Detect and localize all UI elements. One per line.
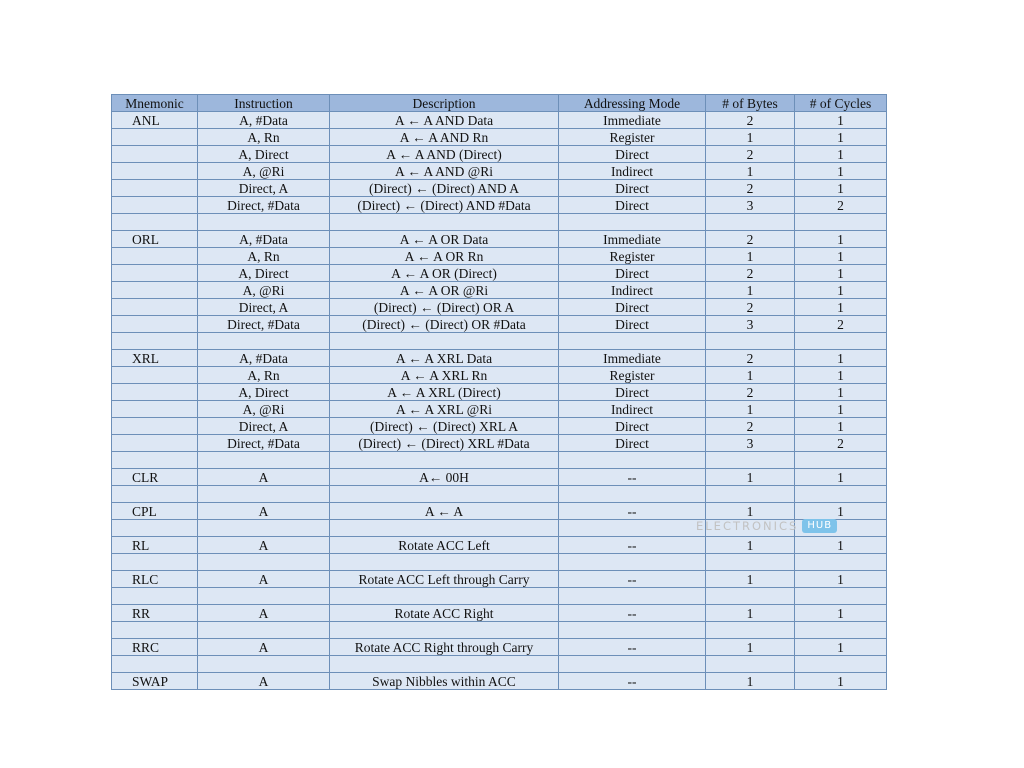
cell-description: A ← A AND Rn [330,129,559,146]
cell-bytes [706,333,795,350]
cell-instruction: A, Direct [198,384,330,401]
cell-bytes: 2 [706,265,795,282]
cell-cycles: 1 [795,401,887,418]
cell-mnemonic [112,299,198,316]
cell-description: (Direct) ← (Direct) OR #Data [330,316,559,333]
table-row [112,588,887,605]
cell-addressing-mode: Direct [559,265,706,282]
cell-addressing-mode: Direct [559,299,706,316]
cell-description: Swap Nibbles within ACC [330,673,559,690]
cell-description [330,486,559,503]
cell-cycles: 1 [795,639,887,656]
cell-addressing-mode: -- [559,605,706,622]
cell-cycles: 1 [795,571,887,588]
table-row [112,163,887,180]
cell-mnemonic [112,214,198,231]
cell-cycles [795,520,887,537]
cell-bytes [706,554,795,571]
cell-mnemonic [112,401,198,418]
cell-bytes: 3 [706,197,795,214]
cell-cycles: 1 [795,282,887,299]
cell-addressing-mode: Immediate [559,350,706,367]
cell-instruction: A, #Data [198,112,330,129]
cell-description: A ← A OR (Direct) [330,265,559,282]
cell-mnemonic [112,486,198,503]
cell-instruction: A, #Data [198,231,330,248]
cell-mnemonic [112,180,198,197]
cell-mnemonic [112,656,198,673]
cell-instruction: A [198,503,330,520]
cell-bytes: 2 [706,146,795,163]
cell-mnemonic: CPL [112,503,198,520]
table-row [112,656,887,673]
cell-addressing-mode: -- [559,639,706,656]
cell-instruction: A, @Ri [198,401,330,418]
cell-bytes: 2 [706,231,795,248]
cell-cycles: 2 [795,435,887,452]
cell-instruction [198,622,330,639]
cell-mnemonic [112,163,198,180]
cell-instruction [198,554,330,571]
cell-bytes: 1 [706,163,795,180]
cell-instruction: Direct, A [198,180,330,197]
table-row [112,605,887,622]
cell-bytes: 2 [706,180,795,197]
cell-addressing-mode: Immediate [559,112,706,129]
watermark-text: ELECTRONICS [696,519,799,533]
cell-description [330,520,559,537]
cell-mnemonic [112,129,198,146]
cell-bytes: 1 [706,401,795,418]
cell-mnemonic [112,418,198,435]
cell-cycles: 1 [795,605,887,622]
cell-bytes: 1 [706,129,795,146]
cell-addressing-mode: Direct [559,146,706,163]
cell-instruction [198,333,330,350]
instruction-table [111,94,887,690]
table-row [112,265,887,282]
cell-addressing-mode [559,333,706,350]
cell-mnemonic: RR [112,605,198,622]
table-row [112,197,887,214]
cell-addressing-mode: Register [559,129,706,146]
cell-cycles: 1 [795,367,887,384]
cell-bytes: 1 [706,469,795,486]
cell-description: (Direct) ← (Direct) AND A [330,180,559,197]
header-cycles: # of Cycles [795,95,887,112]
cell-addressing-mode: -- [559,537,706,554]
cell-addressing-mode: Direct [559,180,706,197]
cell-cycles [795,214,887,231]
cell-cycles [795,588,887,605]
cell-bytes: 1 [706,248,795,265]
cell-bytes: 1 [706,639,795,656]
table-row [112,418,887,435]
cell-mnemonic [112,333,198,350]
cell-description: Rotate ACC Right through Carry [330,639,559,656]
table-row [112,554,887,571]
header-addressing-mode: Addressing Mode [559,95,706,112]
cell-cycles: 1 [795,350,887,367]
table-row [112,146,887,163]
cell-cycles: 1 [795,503,887,520]
cell-mnemonic [112,520,198,537]
table-row [112,673,887,690]
table-header [112,95,887,112]
cell-bytes: 3 [706,435,795,452]
cell-cycles: 1 [795,673,887,690]
cell-description: A ← A OR Rn [330,248,559,265]
cell-description: A ← A XRL (Direct) [330,384,559,401]
cell-bytes [706,520,795,537]
cell-addressing-mode: -- [559,673,706,690]
header-row [112,95,887,112]
cell-addressing-mode: Direct [559,418,706,435]
cell-instruction: A [198,571,330,588]
table-row [112,469,887,486]
cell-cycles [795,452,887,469]
cell-addressing-mode [559,214,706,231]
cell-addressing-mode [559,622,706,639]
table-row [112,333,887,350]
cell-mnemonic: SWAP [112,673,198,690]
table-row [112,486,887,503]
table-body [112,112,887,690]
cell-mnemonic: XRL [112,350,198,367]
cell-description [330,554,559,571]
cell-description: A ← A OR @Ri [330,282,559,299]
table-row [112,112,887,129]
cell-mnemonic [112,197,198,214]
cell-instruction [198,520,330,537]
cell-instruction: Direct, A [198,418,330,435]
cell-description: A ← A [330,503,559,520]
cell-instruction: Direct, #Data [198,316,330,333]
cell-description [330,656,559,673]
cell-cycles [795,554,887,571]
cell-mnemonic: ANL [112,112,198,129]
cell-mnemonic: RRC [112,639,198,656]
cell-bytes [706,622,795,639]
cell-description: (Direct) ← (Direct) XRL #Data [330,435,559,452]
cell-description [330,588,559,605]
header-bytes: # of Bytes [706,95,795,112]
cell-bytes: 3 [706,316,795,333]
table-row [112,520,887,537]
cell-description [330,333,559,350]
cell-instruction: A [198,639,330,656]
table-row [112,129,887,146]
cell-instruction: A, Direct [198,146,330,163]
cell-instruction: Direct, #Data [198,435,330,452]
cell-instruction: A, Rn [198,248,330,265]
cell-instruction [198,588,330,605]
cell-cycles: 1 [795,384,887,401]
cell-bytes [706,588,795,605]
cell-cycles: 1 [795,418,887,435]
cell-addressing-mode [559,486,706,503]
cell-bytes: 2 [706,418,795,435]
cell-cycles: 1 [795,537,887,554]
cell-mnemonic [112,384,198,401]
cell-addressing-mode [559,588,706,605]
cell-cycles [795,333,887,350]
header-instruction: Instruction [198,95,330,112]
cell-instruction: A [198,605,330,622]
cell-mnemonic: RLC [112,571,198,588]
table-row [112,180,887,197]
table-row [112,350,887,367]
cell-addressing-mode: Indirect [559,401,706,418]
cell-addressing-mode: Indirect [559,163,706,180]
cell-bytes: 1 [706,503,795,520]
cell-description: Rotate ACC Left [330,537,559,554]
table-row [112,384,887,401]
cell-bytes [706,486,795,503]
cell-mnemonic [112,282,198,299]
cell-mnemonic: ORL [112,231,198,248]
cell-bytes [706,214,795,231]
cell-addressing-mode: Register [559,367,706,384]
table-row [112,435,887,452]
cell-addressing-mode [559,520,706,537]
table-row [112,316,887,333]
cell-cycles: 1 [795,163,887,180]
cell-cycles: 2 [795,197,887,214]
cell-addressing-mode: Register [559,248,706,265]
table-row [112,503,887,520]
cell-description: A ← A AND Data [330,112,559,129]
table-row [112,622,887,639]
cell-description: A← 00H [330,469,559,486]
cell-mnemonic [112,316,198,333]
cell-cycles: 1 [795,469,887,486]
cell-instruction: A, Rn [198,367,330,384]
cell-instruction [198,452,330,469]
cell-instruction: A [198,537,330,554]
cell-cycles: 1 [795,129,887,146]
cell-instruction: Direct, #Data [198,197,330,214]
cell-cycles: 1 [795,180,887,197]
cell-bytes: 2 [706,112,795,129]
cell-instruction: A, #Data [198,350,330,367]
cell-instruction: A [198,469,330,486]
cell-description: A ← A AND @Ri [330,163,559,180]
cell-cycles: 1 [795,299,887,316]
watermark-badge: HUB [802,519,837,533]
cell-mnemonic [112,248,198,265]
cell-bytes: 1 [706,605,795,622]
cell-instruction [198,656,330,673]
cell-bytes: 1 [706,282,795,299]
cell-addressing-mode: Direct [559,384,706,401]
cell-description: A ← A AND (Direct) [330,146,559,163]
cell-addressing-mode: -- [559,469,706,486]
cell-cycles: 1 [795,146,887,163]
cell-description [330,452,559,469]
cell-bytes: 1 [706,367,795,384]
table-row [112,571,887,588]
cell-mnemonic [112,367,198,384]
cell-description [330,622,559,639]
cell-description: A ← A OR Data [330,231,559,248]
cell-instruction: A, Direct [198,265,330,282]
table-row [112,231,887,248]
table-row [112,248,887,265]
cell-cycles: 1 [795,265,887,282]
cell-addressing-mode: Direct [559,316,706,333]
cell-addressing-mode: -- [559,503,706,520]
header-description: Description [330,95,559,112]
cell-addressing-mode [559,452,706,469]
cell-mnemonic: CLR [112,469,198,486]
cell-bytes: 1 [706,673,795,690]
cell-addressing-mode [559,554,706,571]
cell-description: Rotate ACC Left through Carry [330,571,559,588]
cell-description: (Direct) ← (Direct) OR A [330,299,559,316]
cell-addressing-mode [559,656,706,673]
cell-bytes [706,656,795,673]
cell-mnemonic [112,265,198,282]
table-row [112,639,887,656]
cell-bytes [706,452,795,469]
cell-cycles: 1 [795,112,887,129]
table-row [112,367,887,384]
cell-bytes: 2 [706,384,795,401]
cell-cycles [795,656,887,673]
cell-bytes: 2 [706,350,795,367]
cell-mnemonic [112,146,198,163]
table-row [112,452,887,469]
cell-instruction: A, @Ri [198,163,330,180]
cell-instruction: A [198,673,330,690]
cell-cycles: 1 [795,231,887,248]
cell-cycles: 2 [795,316,887,333]
cell-mnemonic [112,588,198,605]
cell-description: A ← A XRL Data [330,350,559,367]
cell-mnemonic: RL [112,537,198,554]
cell-cycles [795,486,887,503]
cell-description: Rotate ACC Right [330,605,559,622]
cell-mnemonic [112,435,198,452]
header-mnemonic: Mnemonic [112,95,198,112]
cell-description: (Direct) ← (Direct) AND #Data [330,197,559,214]
cell-description: A ← A XRL Rn [330,367,559,384]
table-row [112,401,887,418]
cell-instruction: A, Rn [198,129,330,146]
cell-description [330,214,559,231]
cell-mnemonic [112,452,198,469]
cell-addressing-mode: Direct [559,435,706,452]
cell-mnemonic [112,554,198,571]
cell-addressing-mode: Direct [559,197,706,214]
cell-cycles [795,622,887,639]
cell-addressing-mode: -- [559,571,706,588]
table-row [112,537,887,554]
cell-instruction [198,214,330,231]
cell-addressing-mode: Indirect [559,282,706,299]
cell-bytes: 1 [706,537,795,554]
cell-instruction: Direct, A [198,299,330,316]
cell-mnemonic [112,622,198,639]
cell-description: A ← A XRL @Ri [330,401,559,418]
cell-instruction [198,486,330,503]
table-row [112,214,887,231]
cell-addressing-mode: Immediate [559,231,706,248]
cell-instruction: A, @Ri [198,282,330,299]
cell-bytes: 2 [706,299,795,316]
table-row [112,299,887,316]
cell-cycles: 1 [795,248,887,265]
cell-bytes: 1 [706,571,795,588]
cell-description: (Direct) ← (Direct) XRL A [330,418,559,435]
table-row [112,282,887,299]
